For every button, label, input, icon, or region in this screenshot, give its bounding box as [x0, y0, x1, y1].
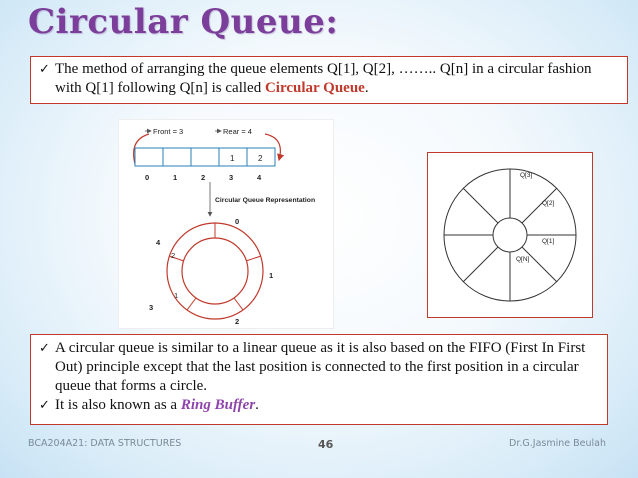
circular-queue-term: Circular Queue — [264, 80, 365, 96]
slide-title: Circular Queue: — [28, 2, 339, 42]
page-number: 46 — [318, 438, 334, 451]
definition-period: . — [364, 80, 369, 96]
bullet-period: . — [255, 397, 259, 413]
index-label: 3 — [229, 173, 234, 182]
bullet-text: A circular queue is similar to a linear queue as it is also based on the FIFO (First In First Out) principle except that the last position is connected to the first position in a circular queue that forms a circle. — [55, 340, 586, 394]
footer-course: BCA204A21: DATA STRUCTURES — [28, 438, 182, 449]
circular-ring — [167, 223, 263, 319]
definition-box — [30, 56, 628, 104]
array-cells — [135, 148, 275, 166]
cell-value: 2 — [258, 154, 263, 163]
front-label: Front = 3 — [153, 127, 184, 136]
wheel-label: Q[3] — [520, 172, 533, 179]
ring-index: 0 — [235, 217, 240, 226]
index-label: 1 — [173, 173, 178, 182]
wheel-shape — [444, 169, 576, 301]
definition-text — [55, 60, 621, 98]
circular-queue-diagram — [118, 119, 334, 329]
index-label: 2 — [201, 173, 206, 182]
wheel-label: Q[N] — [516, 256, 530, 263]
cell-value: 1 — [230, 154, 235, 163]
description-box — [30, 334, 608, 425]
index-label: 0 — [145, 173, 150, 182]
checkmark-icon: ✓ — [39, 398, 50, 413]
bullet-item — [39, 396, 601, 415]
ring-index: 1 — [269, 271, 274, 280]
ring-index: 2 — [235, 317, 240, 326]
checkmark-icon: ✓ — [39, 341, 50, 356]
footer-author: Dr.G.Jasmine Beulah — [509, 438, 606, 449]
wheel-label: Q[2] — [542, 200, 555, 207]
bullet-text-main: It is also known as a — [55, 397, 181, 413]
ring-value: 1 — [174, 291, 179, 300]
wheel-diagram — [427, 152, 593, 318]
checkmark-icon: ✓ — [39, 62, 50, 77]
ring-index: 3 — [149, 303, 154, 312]
ring-index: 4 — [156, 238, 161, 247]
bullet-item — [39, 339, 601, 396]
ring-value: 2 — [171, 251, 176, 260]
ring-buffer-term: Ring Buffer — [180, 397, 256, 413]
wheel-label: Q[1] — [542, 238, 555, 245]
diagram-caption: Circular Queue Representation — [215, 197, 316, 204]
bullet-text — [55, 396, 259, 415]
index-label: 4 — [257, 173, 262, 182]
rear-label: Rear = 4 — [223, 127, 252, 136]
definition-text-main: The method of arranging the queue elements Q[1], Q[2], …….. Q[n] in a circular fashion with Q[1] following Q[n] is called — [55, 61, 592, 96]
